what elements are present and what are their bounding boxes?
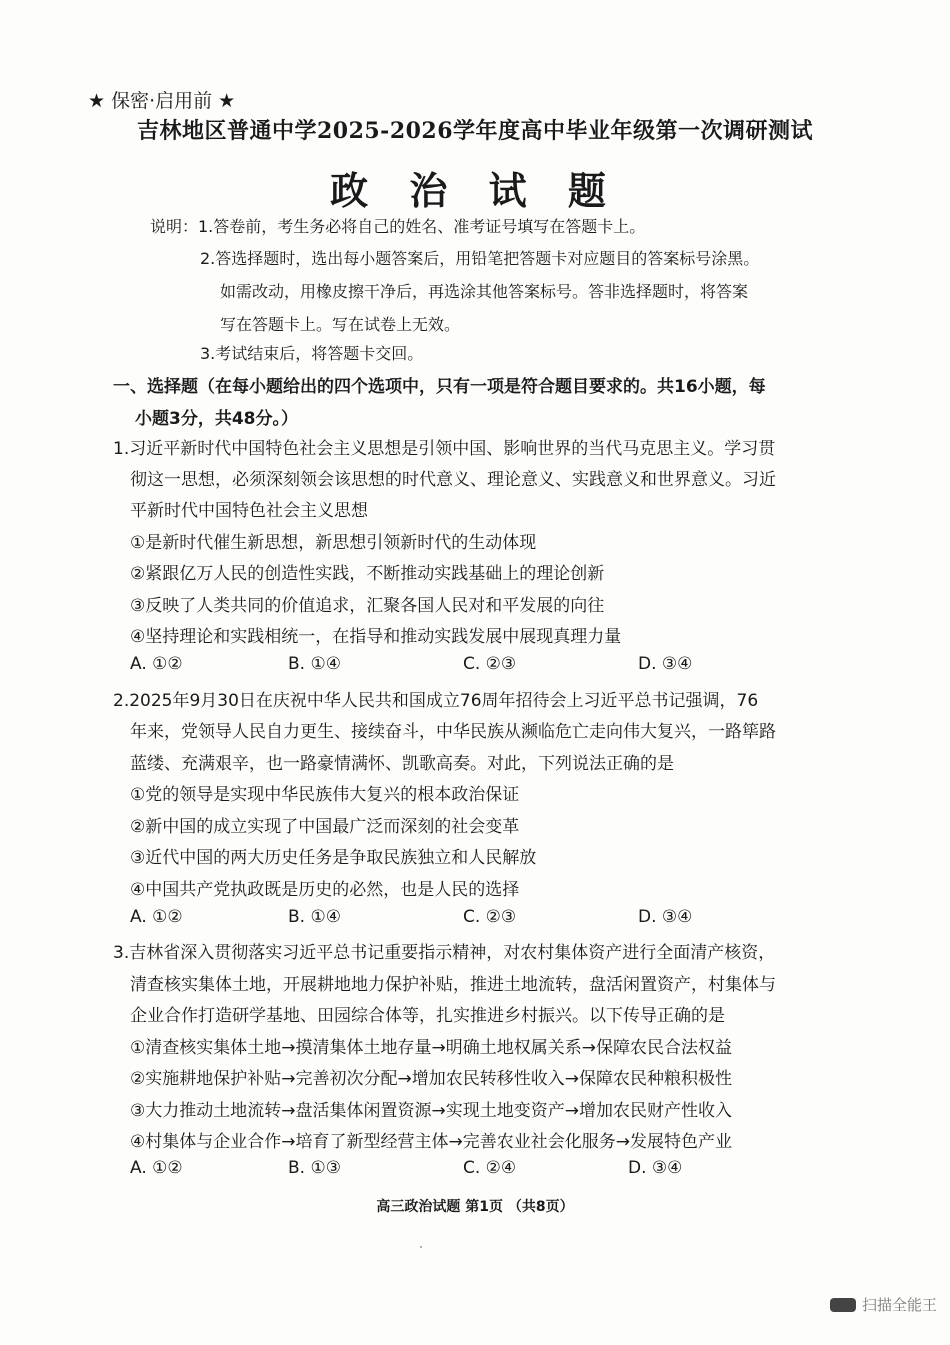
section-heading-line-2: 小题3分，共48分。） [135,409,298,429]
confidential-mark: ★ 保密·启用前 ★ [88,90,236,112]
scan-speck [420,1246,422,1248]
q1-option-a: A. ①② [130,654,183,674]
q1-option-b: B. ①④ [288,654,341,674]
exam-title: 吉林地区普通中学2025-2026学年度高中毕业年级第一次调研测试 [136,118,814,144]
q1-statement-1: ①是新时代催生新思想，新思想引领新时代的生动体现 [130,533,537,553]
q3-stem-line-3: 企业合作打造研学基地、田园综合体等，扎实推进乡村振兴。以下传导正确的是 [130,1006,725,1026]
instruction-1: 说明：1.答卷前，考生务必将自己的姓名、准考证号填写在答题卡上。 [150,217,646,236]
scanner-watermark-text: 扫描全能王 [862,1296,938,1312]
q1-stem-line-2: 彻这一思想，必须深刻领会该思想的时代意义、理论意义、实践意义和世界意义。习近 [130,470,776,490]
q2-statement-1: ①党的领导是实现中华民族伟大复兴的根本政治保证 [130,785,520,805]
q1-option-c: C. ②③ [463,654,517,674]
instruction-2-line-2: 如需改动，用橡皮擦干净后，再选涂其他答案标号。答非选择题时，将答案 [220,282,749,301]
q3-option-c: C. ②④ [463,1158,517,1178]
q2-option-a: A. ①② [130,907,183,927]
q1-statement-4: ④坚持理论和实践相统一，在指导和推动实践发展中展现真理力量 [130,627,622,647]
q2-statement-2: ②新中国的成立实现了中国最广泛而深刻的社会变革 [130,817,520,837]
q3-statement-2: ②实施耕地保护补贴→完善初次分配→增加农民转移性收入→保障农民种粮积极性 [130,1069,732,1089]
q1-statement-2: ②紧跟亿万人民的创造性实践，不断推动实践基础上的理论创新 [130,564,605,584]
q2-stem-line-3: 蓝缕、充满艰辛，也一路豪情满怀、凯歌高奏。对此，下列说法正确的是 [130,754,674,774]
subject-title: 政 治 试 题 [330,168,620,213]
page-footer: 高三政治试题 第1页 （共8页） [376,1199,574,1215]
q2-stem-line-1: 2.2025年9月30日在庆祝中华人民共和国成立76周年招待会上习近平总书记强调，76 [113,691,759,711]
q2-statement-3: ③近代中国的两大历史任务是争取民族独立和人民解放 [130,848,537,868]
q3-option-b: B. ①③ [288,1158,341,1178]
q2-statement-4: ④中国共产党执政既是历史的必然，也是人民的选择 [130,880,520,900]
scanner-logo-icon [830,1298,856,1312]
q3-statement-1: ①清查核实集体土地→摸清集体土地存量→明确土地权属关系→保障农民合法权益 [130,1038,732,1058]
q1-stem-line-1: 1.习近平新时代中国特色社会主义思想是引领中国、影响世界的当代马克思主义。学习贯 [113,439,776,459]
q2-option-b: B. ①④ [288,907,341,927]
q1-stem-line-3: 平新时代中国特色社会主义思想 [130,501,368,521]
instruction-3: 3.考试结束后，将答题卡交回。 [200,344,424,363]
q3-option-d: D. ③④ [628,1158,683,1178]
instruction-2-line-3: 写在答题卡上。写在试卷上无效。 [220,315,461,334]
q3-statement-3: ③大力推动土地流转→盘活集体闲置资源→实现土地变资产→增加农民财产性收入 [130,1101,732,1121]
q3-option-a: A. ①② [130,1158,183,1178]
q1-option-d: D. ③④ [638,654,693,674]
q2-stem-line-2: 年来，党领导人民自力更生、接续奋斗，中华民族从濒临危亡走向伟大复兴，一路筚路 [130,722,776,742]
q2-option-d: D. ③④ [638,907,693,927]
instruction-2-line-1: 2.答选择题时，选出每小题答案后，用铅笔把答题卡对应题目的答案标号涂黑。 [200,249,760,268]
scanner-watermark [820,1292,950,1312]
q3-stem-line-2: 清查核实集体土地，开展耕地地力保护补贴，推进土地流转，盘活闲置资产，村集体与 [130,975,776,995]
q1-statement-3: ③反映了人类共同的价值追求，汇聚各国人民对和平发展的向往 [130,596,605,616]
q2-option-c: C. ②③ [463,907,517,927]
q3-statement-4: ④村集体与企业合作→培育了新型经营主体→完善农业社会化服务→发展特色产业 [130,1132,732,1152]
q3-stem-line-1: 3.吉林省深入贯彻落实习近平总书记重要指示精神，对农村集体资产进行全面清产核资， [113,943,776,963]
section-heading-line-1: 一、选择题（在每小题给出的四个选项中，只有一项是符合题目要求的。共16小题，每 [113,377,766,397]
